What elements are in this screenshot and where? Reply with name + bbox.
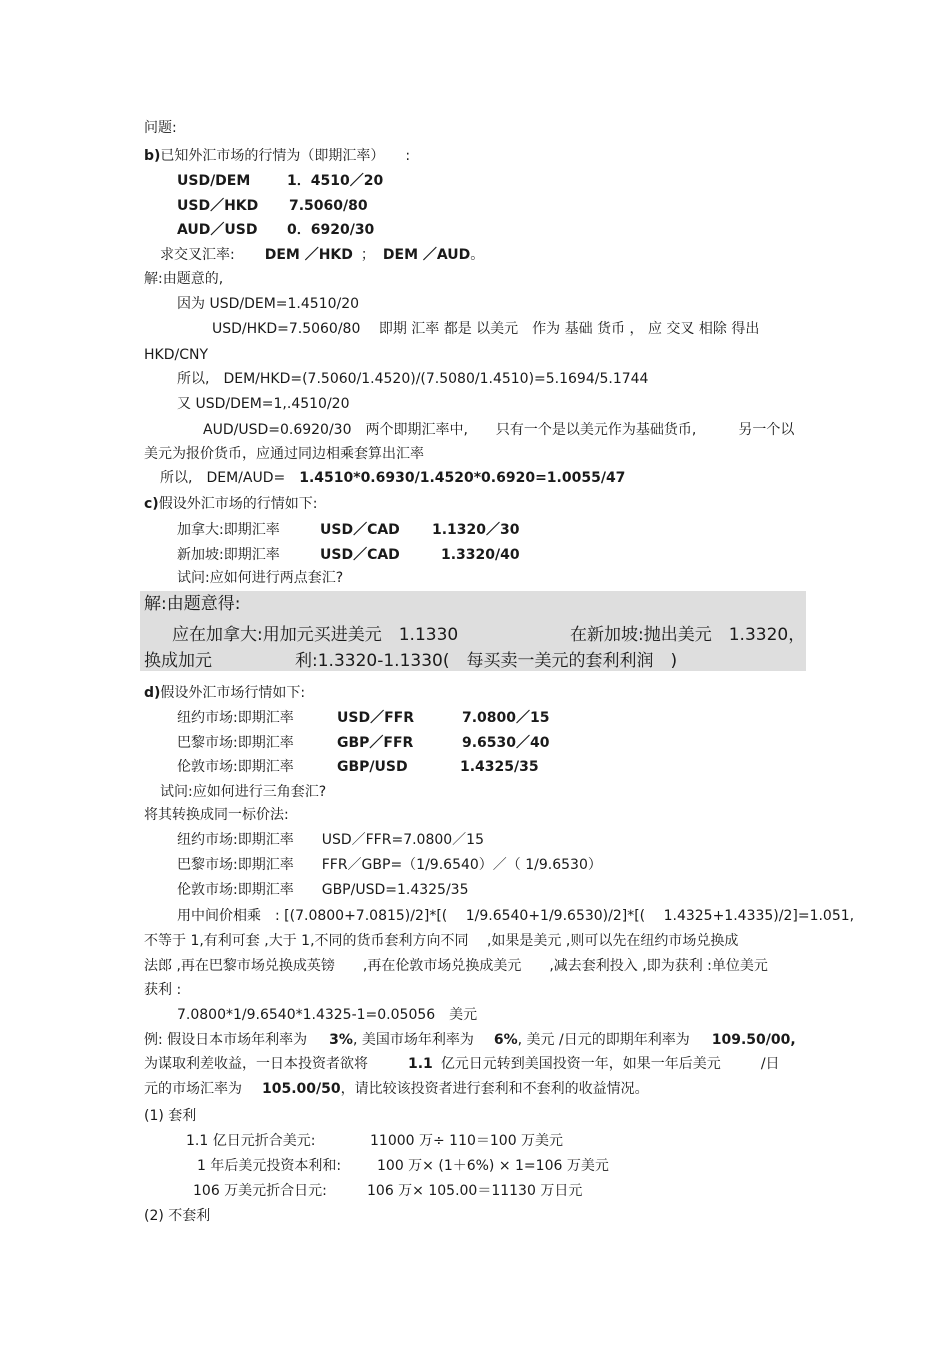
solution-d-line-7: 法郎 ,再在巴黎市场兑换成英镑 ,再在伦敦市场兑换成美元 ,减去套利投入 ,即为获利 :单位美元 <box>144 958 768 974</box>
example-jp-rate: 3% <box>329 1032 353 1048</box>
solution-b-line-1: 解:由题意的, <box>144 271 224 287</box>
triangular-arbitrage-question: 试问:应如何进行三角套汇? <box>160 784 327 800</box>
example-line-2 <box>144 1054 780 1074</box>
solution-d-line-4: 伦敦市场:即期汇率 GBP/USD=1.4325/35 <box>177 882 469 898</box>
solution-b-line-9 <box>160 468 625 488</box>
example-us-rate: 6% <box>493 1032 518 1048</box>
example-line-2d: /日 <box>760 1056 780 1072</box>
solution-d-line-1: 将其转换成同一标价法: <box>144 807 289 823</box>
rate-aud-usd-value: 0．6920/30 <box>287 222 375 238</box>
dem-aud-result: 1.4510*0.6930/1.4520*0.6920=1.0055/47 <box>299 470 626 486</box>
example-line-1e: , 美元 /日元的即期年利率为 <box>517 1032 690 1048</box>
solution-d-line-2: 纽约市场:即期汇率 USD／FFR=7.0800／15 <box>177 832 484 848</box>
highlight-line-1: 解:由题意得: <box>144 594 241 614</box>
arb-step-3-value: 106 万× 105.00＝11130 万日元 <box>367 1183 583 1199</box>
solution-d-line-5: 用中间价相乘 : [(7.0800+7.0815)/2]*[( 1/9.6540+1/9.6530)/2]*[( 1.4325+1.4335)/2]=1.051, <box>177 908 855 924</box>
arb-step-2-label: 1 年后美元投资本利和: <box>197 1158 342 1174</box>
section-b-text: 已知外汇市场的行情为（即期汇率） : <box>160 148 411 164</box>
canada-market-pair: USD／CAD <box>320 522 400 538</box>
london-market-rate: 1.4325/35 <box>460 759 539 775</box>
solution-b-line-3: USD/HKD=7.5060/80 即期 汇率 都是 以美元 作为 基础 货币 ， 应 交叉 相除 得出 <box>212 321 760 337</box>
example-spot-rate: 109.50/00, <box>711 1032 796 1048</box>
example-line-3a: 元的市场汇率为 <box>144 1081 242 1097</box>
singapore-market-label: 新加坡:即期汇率 <box>177 547 280 563</box>
london-market-label: 伦敦市场:即期汇率 <box>177 759 294 775</box>
london-market-pair: GBP/USD <box>337 759 408 775</box>
example-future-rate: 105.00/50 <box>262 1081 341 1097</box>
rate-usd-hkd-pair: USD／HKD <box>177 198 259 214</box>
cross-rate-prefix: 求交叉汇率: <box>160 247 235 263</box>
newyork-market-label: 纽约市场:即期汇率 <box>177 710 294 726</box>
section-c-label: c) <box>144 496 159 512</box>
cross-rate-sep: ； <box>360 247 375 263</box>
arbitrage-heading: (1) 套利 <box>144 1108 197 1124</box>
solution-b-line-6: 又 USD/DEM=1,.4510/20 <box>177 396 350 412</box>
example-line-3 <box>144 1079 649 1099</box>
section-b-label: b) <box>144 148 161 164</box>
solution-b-line-5: 所以, DEM/HKD=(7.5060/1.4520)/(7.5080/1.4510)=5.1694/5.1744 <box>177 371 649 387</box>
canada-market-rate: 1.1320／30 <box>432 522 520 538</box>
solution-d-line-3: 巴黎市场:即期汇率 FFR／GBP=（1/9.6540）／（ 1/9.6530） <box>177 857 602 873</box>
section-c-heading <box>144 494 317 514</box>
example-line-1c: , 美国市场年利率为 <box>352 1032 474 1048</box>
example-line-2c: 亿元日元转到美国投资一年，如果一年后美元 <box>440 1056 721 1072</box>
paris-market-label: 巴黎市场:即期汇率 <box>177 735 294 751</box>
no-arbitrage-heading: (2) 不套利 <box>144 1208 211 1224</box>
singapore-market-rate: 1.3320/40 <box>441 547 520 563</box>
paris-market-pair: GBP／FFR <box>337 735 414 751</box>
rate-usd-dem-pair: USD/DEM <box>177 173 251 189</box>
rate-aud-usd-pair: AUD／USD <box>177 222 258 238</box>
highlight-line-2a: 应在加拿大:用加元买进美元 1.1330 <box>172 625 459 645</box>
cross-rate-question <box>160 245 484 265</box>
rate-usd-dem-value: 1．4510／20 <box>287 173 384 189</box>
solution-b-line-8: 美元为报价货币，应通过同边相乘套算出汇率 <box>144 446 424 462</box>
example-line-2a: 为谋取利差收益，一日本投资者欲将 <box>144 1056 368 1072</box>
section-d-label: d) <box>144 685 161 701</box>
example-line-3c: ，请比较该投资者进行套利和不套利的收益情况。 <box>340 1081 649 1097</box>
example-amount: 1.1 <box>408 1056 433 1072</box>
singapore-market-pair: USD／CAD <box>320 547 400 563</box>
highlight-line-3a: 换成加元 <box>144 651 212 671</box>
section-d-text: 假设外汇市场行情如下: <box>160 685 306 701</box>
solution-b-line-2: 因为 USD/DEM=1.4510/20 <box>177 296 360 312</box>
rate-usd-hkd-value: 7.5060/80 <box>289 198 368 214</box>
newyork-market-pair: USD／FFR <box>337 710 414 726</box>
canada-market-label: 加拿大:即期汇率 <box>177 522 280 538</box>
highlight-line-3b: 利:1.3320-1.1330( 每买卖一美元的套利利润 ) <box>295 651 678 671</box>
two-point-arbitrage-question: 试问:应如何进行两点套汇? <box>177 570 344 586</box>
solution-b-line-7: AUD/USD=0.6920/30 两个即期汇率中, 只有一个是以美元作为基础货币, 另一个以 <box>203 422 795 438</box>
solution-d-line-9: 7.0800*1/9.6540*1.4325-1=0.05056 美元 <box>177 1007 478 1023</box>
arb-step-1-label: 1.1 亿日元折合美元: <box>186 1133 316 1149</box>
section-c-text: 假设外汇市场的行情如下: <box>158 496 318 512</box>
solution-b-line-4: HKD/CNY <box>144 347 209 363</box>
arb-step-2-value: 100 万× (1＋6%) × 1=106 万美元 <box>377 1158 609 1174</box>
solution-d-line-8: 获利 : <box>144 982 182 998</box>
arb-step-1-value: 11000 万÷ 110＝100 万美元 <box>370 1133 564 1149</box>
example-line-1 <box>144 1030 796 1050</box>
highlight-line-2b: 在新加坡:抛出美元 1.3320， <box>570 625 806 645</box>
arb-step-3-label: 106 万美元折合日元: <box>193 1183 327 1199</box>
cross-rate-a: DEM ／HKD <box>264 247 353 263</box>
solution-d-line-6: 不等于 1,有利可套 ,大于 1,不同的货币套利方向不同 ,如果是美元 ,则可以先在纽约市场兑换成 <box>144 933 739 949</box>
dem-aud-label: 所以, DEM/AUD= <box>160 470 286 486</box>
example-line-1a: 例: 假设日本市场年利率为 <box>144 1032 308 1048</box>
newyork-market-rate: 7.0800／15 <box>462 710 550 726</box>
cross-rate-end: 。 <box>470 247 485 263</box>
paris-market-rate: 9.6530／40 <box>462 735 550 751</box>
section-b-heading <box>144 146 410 166</box>
cross-rate-b: DEM ／AUD <box>382 247 471 263</box>
question-heading: 问题: <box>144 120 177 136</box>
section-d-heading <box>144 683 305 703</box>
